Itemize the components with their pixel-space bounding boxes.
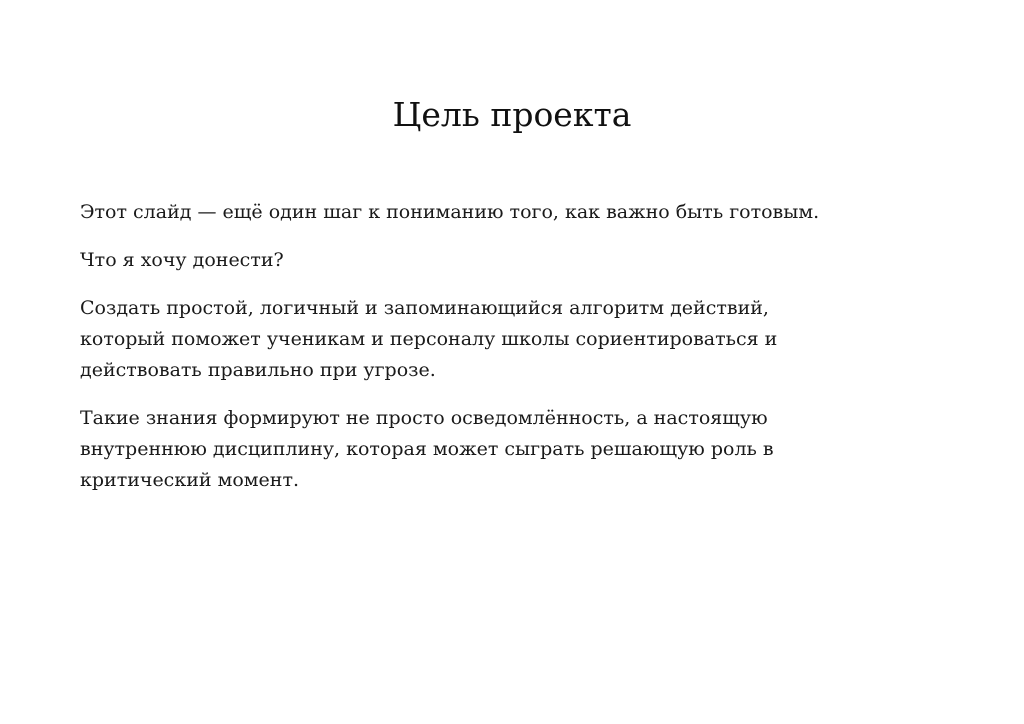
paragraph-conclusion: Такие знания формируют не просто осведомлённость, а настоящую внутреннюю дисциплину, которая может сыграть решающую роль в критический момент. xyxy=(80,407,774,491)
slide-body xyxy=(80,197,940,513)
paragraph-goal: Создать простой, логичный и запоминающийся алгоритм действий, который поможет ученикам и персоналу школы сориентироваться и действовать правильно при угрозе. xyxy=(80,297,778,381)
paragraph-intro: Этот слайд — ещё один шаг к пониманию того, как важно быть готовым. xyxy=(80,201,820,223)
slide-title: Цель проекта xyxy=(392,95,632,134)
paragraph-question: Что я хочу донести? xyxy=(80,249,284,271)
